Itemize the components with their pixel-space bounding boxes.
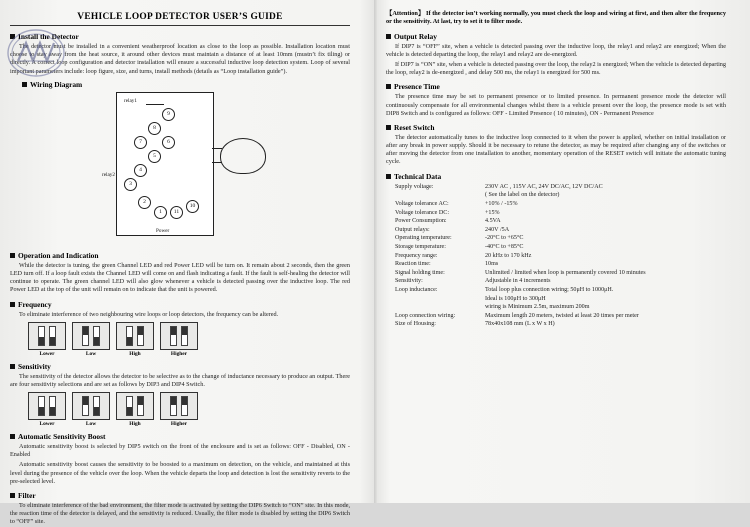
- section-heading-filter: [10, 491, 350, 500]
- pin-9: 9: [162, 108, 175, 121]
- technical-data-table: [395, 183, 726, 329]
- spec-key: [395, 303, 481, 312]
- pin-6: 6: [162, 136, 175, 149]
- paragraph-boost-1: Automatic sensitivity boost is selected by DIP5 switch on the front of the enclosure and is set as follows: OFF - Disabled, ON - Enabled: [10, 443, 350, 459]
- spec-value: 78x40x108 mm (L x W x H): [485, 321, 555, 328]
- pin-10: 10: [186, 200, 199, 213]
- dip-switch-icon: [160, 322, 198, 350]
- section-title-text: Install the Detector: [18, 32, 79, 41]
- inductive-loop-shape: [220, 138, 266, 174]
- dip-label: Lower: [39, 421, 55, 428]
- dip-cell: [28, 392, 66, 427]
- dip-label: Higher: [170, 421, 188, 428]
- square-bullet-icon: [10, 253, 15, 258]
- section-heading-frequency: [10, 300, 350, 309]
- section-heading-reset-switch: [386, 123, 726, 132]
- spec-key: Frequency range:: [395, 252, 438, 259]
- square-bullet-icon: [386, 84, 391, 89]
- spec-value: Maximum length 20 meters, twisted at least 20 times per meter: [485, 312, 639, 319]
- section-heading-operation: [10, 251, 350, 260]
- section-heading-output-relay: [386, 32, 726, 41]
- spec-key: Signal holding time:: [395, 269, 445, 276]
- pin-4: 4: [134, 164, 147, 177]
- paragraph-install: The detector must be installed in a convenient weatherproof location as close to the loop as possible. Installation location must choose to stay away from the heat source, it around other devices must maintain a distance of at least 10mm (mustn’t fix tiling) or directly. A correct loop configuration and detector installation will ensure a successful inductive loop detection system. Loop of several important parameters include: loop figure, size, and turns, install methods (details as “Loop installation guide”).: [10, 43, 350, 75]
- spec-value: Ideal is 100μH to 300μH: [485, 295, 546, 302]
- spec-value: -40°C to +85°C: [485, 244, 524, 250]
- spec-key: Output relays:: [395, 226, 430, 233]
- dip-switch-icon: [72, 392, 110, 420]
- square-bullet-icon: [386, 125, 391, 130]
- dip-switch-icon: [28, 322, 66, 350]
- square-bullet-icon: [10, 493, 15, 498]
- square-bullet-icon: [22, 82, 27, 87]
- dip-label: Higher: [170, 350, 188, 357]
- paragraph-presence-time: The presence time may be set to permanent presence or to limited presence. In permanent presence mode the detector will continuously compensate for all environmental changes whilst there is a vehicle present over the loop, the presence mode is set with DIP8 Switch and is configured as follows: OFF - Limited Presence ( 10 minutes), ON - Permanent Presence: [386, 93, 726, 117]
- dip-switch-icon: [116, 322, 154, 350]
- section-title-text: Automatic Sensitivity Boost: [18, 432, 106, 442]
- label-power: Power: [156, 227, 170, 234]
- square-bullet-icon: [10, 302, 15, 307]
- paragraph-boost-2: Automatic sensitivity boost causes the sensitivity to be boosted to a maximum on detection, on the vehicle, and maintained at this level during the presence of the vehicle over the loop. When the vehicle departs the loop and detection is lost the sensitivity reverts to the pre-selected level.: [10, 461, 350, 485]
- spec-key: [395, 294, 481, 303]
- left-column: [0, 0, 360, 526]
- spec-value: +15%: [485, 209, 500, 216]
- spec-key: Supply voltage:: [395, 183, 434, 190]
- section-title-text: Sensitivity: [18, 361, 51, 371]
- pin-1: 1: [154, 206, 167, 219]
- spec-value: 4.5VA: [485, 218, 501, 225]
- section-title-text: Reset Switch: [394, 122, 435, 132]
- paragraph-filter: To eliminate interference of the bad environment, the filter mode is activated by setting the DIP6 Switch to “ON” site. In this mode, the reaction time of the detector is delayed, and the sensitivity is reduced. Usually, the filter mode is disabled by setting the DIP6 Switch to “OFF” site.: [10, 502, 350, 526]
- wire-relay1: [146, 104, 164, 105]
- wiring-diagram-title: [22, 80, 82, 89]
- spec-key: Sensitivity:: [395, 278, 423, 285]
- spec-value: -20°C to +65°C: [485, 235, 524, 242]
- attention-note: 【Attention】 If the detector isn’t working normally, you must check the loop and wiring at first, and then alter the frequency or the sensitivity. At last, try to set it to filter mode.: [386, 10, 726, 26]
- pin-11: 11: [170, 206, 183, 219]
- pin-7: 7: [134, 136, 147, 149]
- company-logo-watermark: [6, 28, 66, 78]
- spec-value: 20 kHz to 170 kHz: [485, 252, 532, 259]
- paragraph-frequency: To eliminate interference of two neighbouring wire loops or loop detectors, the frequency can be altered.: [19, 310, 279, 318]
- dip-label: Lower: [39, 350, 55, 357]
- dip-label: Low: [85, 421, 97, 428]
- page-title: VEHICLE LOOP DETECTOR USER’S GUIDE: [10, 12, 350, 26]
- section-heading-technical-data: [386, 172, 726, 181]
- spec-key: Size of Housing:: [395, 321, 436, 328]
- section-heading-auto-sensitivity-boost: [10, 432, 350, 441]
- paragraph-operation: While the detector is tuning, the green Channel LED and red Power LED will be turn on. It remain about 2 seconds, then the green LED turn off. If a loop fault exists the Channel LED will come on and flash indicating a fault. If the fault is self-healing the detector will continue to operate. The green channel LED will also glow whenever a vehicle is detected passing over the inductive loop. The red Power LED at the top of the unit will remain on to indicate that the unit is powered.: [10, 261, 350, 294]
- dip-cell: [116, 322, 154, 357]
- spec-value: ( See the label on the detector): [485, 192, 560, 199]
- square-bullet-icon: [10, 434, 15, 439]
- dip-cell: [28, 322, 66, 357]
- spec-key: Operating temperature:: [395, 235, 452, 242]
- spec-value: wiring is Minimum 2.5m, maximum 200m: [485, 304, 590, 311]
- spec-value: +10% / -15%: [485, 201, 518, 208]
- pin-2: 2: [138, 196, 151, 209]
- section-heading-sensitivity: [10, 362, 350, 371]
- spec-key: Storage temperature:: [395, 244, 446, 250]
- wire-loop-top: [212, 148, 222, 149]
- dip-cell: [160, 322, 198, 357]
- square-bullet-icon: [10, 364, 15, 369]
- section-title-text: Presence Time: [394, 82, 440, 92]
- section-heading-presence-time: [386, 82, 726, 91]
- section-title-text: Filter: [18, 491, 36, 500]
- right-column: [376, 0, 736, 503]
- paragraph-sensitivity: The sensitivity of the detector allows the detector to be selective as to the change of inductance necessary to produce an output. There are four sensitivity selections and are set as follows by DIP3 and DIP4 Switch.: [10, 372, 350, 388]
- dip-label: High: [129, 350, 141, 357]
- dip-switch-icon: [160, 392, 198, 420]
- section-title-text: Operation and Indication: [18, 250, 99, 260]
- spec-value: 230V AC , 115V AC, 24V DC/AC, 12V DC/AC: [485, 183, 603, 190]
- square-bullet-icon: [386, 34, 391, 39]
- dip-label: Low: [85, 350, 97, 357]
- square-bullet-icon: [386, 174, 391, 179]
- spec-value: Adjustable in 4 increments: [485, 278, 551, 285]
- spec-key: [395, 191, 481, 200]
- spec-value: 10ms: [485, 261, 499, 268]
- section-title-text: Technical Data: [394, 171, 442, 181]
- spec-key: Loop inductance:: [395, 286, 438, 293]
- frequency-dip-illustrations: [28, 322, 350, 357]
- spec-key: Voltage tolerance AC:: [395, 201, 449, 208]
- paragraph-output-relay-1: If DIP7 is “OFF” site, when a vehicle is detected passing over the inductive loop, the relay1 and relay2 are energized; When the vehicle is detected departing the loop, the relay1 and relay2 are de-energized.: [386, 42, 726, 58]
- dip-cell: [160, 392, 198, 427]
- paragraph-output-relay-2: If DIP7 is “ON” site, when a vehicle is detected passing over the loop, the relay2 is energized; When the vehicle is detected departing the loop, relay2 is de-energized , and delay 500 ms, the relay1 is energized for 500 ms.: [386, 60, 726, 77]
- spec-value: Total loop plus connection wiring; 50μH to 1000μH.: [485, 286, 614, 293]
- dip-label: High: [129, 421, 141, 428]
- pin-5: 5: [148, 150, 161, 163]
- pin-3: 3: [124, 178, 137, 191]
- spec-key: Power Consumption:: [395, 218, 447, 225]
- wiring-diagram: [30, 78, 270, 246]
- label-relay1: relay1: [124, 97, 137, 104]
- wiring-diagram-title-text: Wiring Diagram: [30, 79, 83, 89]
- spec-value: 240V /5A: [485, 226, 510, 233]
- spec-key: Loop connection wiring:: [395, 312, 456, 319]
- sensitivity-dip-illustrations: [28, 392, 350, 427]
- pin-8: 8: [148, 122, 161, 135]
- section-title-text: Frequency: [18, 299, 52, 309]
- dip-cell: [72, 322, 110, 357]
- spec-value: Unlimited / limited when loop is permanently covered 10 minutes: [485, 269, 646, 276]
- paragraph-reset-switch: The detector automatically tunes to the inductive loop connected to it when the power is applied, whether on initial installation or after any break in power supply. Should it be necessary to retune the detector, as may be required after changing any of the switches or after moving the detector from one installation to another, momentary operation of the RESET switch will initiate the automatic tuning cycle.: [386, 133, 726, 166]
- spec-key: Voltage tolerance DC:: [395, 209, 450, 216]
- section-title-text: Output Relay: [394, 31, 437, 41]
- dip-switch-icon: [72, 322, 110, 350]
- label-relay2: relay2: [102, 171, 115, 178]
- spec-key: Reaction time:: [395, 261, 431, 268]
- dip-switch-icon: [28, 392, 66, 420]
- dip-cell: [72, 392, 110, 427]
- dip-cell: [116, 392, 154, 427]
- dip-switch-icon: [116, 392, 154, 420]
